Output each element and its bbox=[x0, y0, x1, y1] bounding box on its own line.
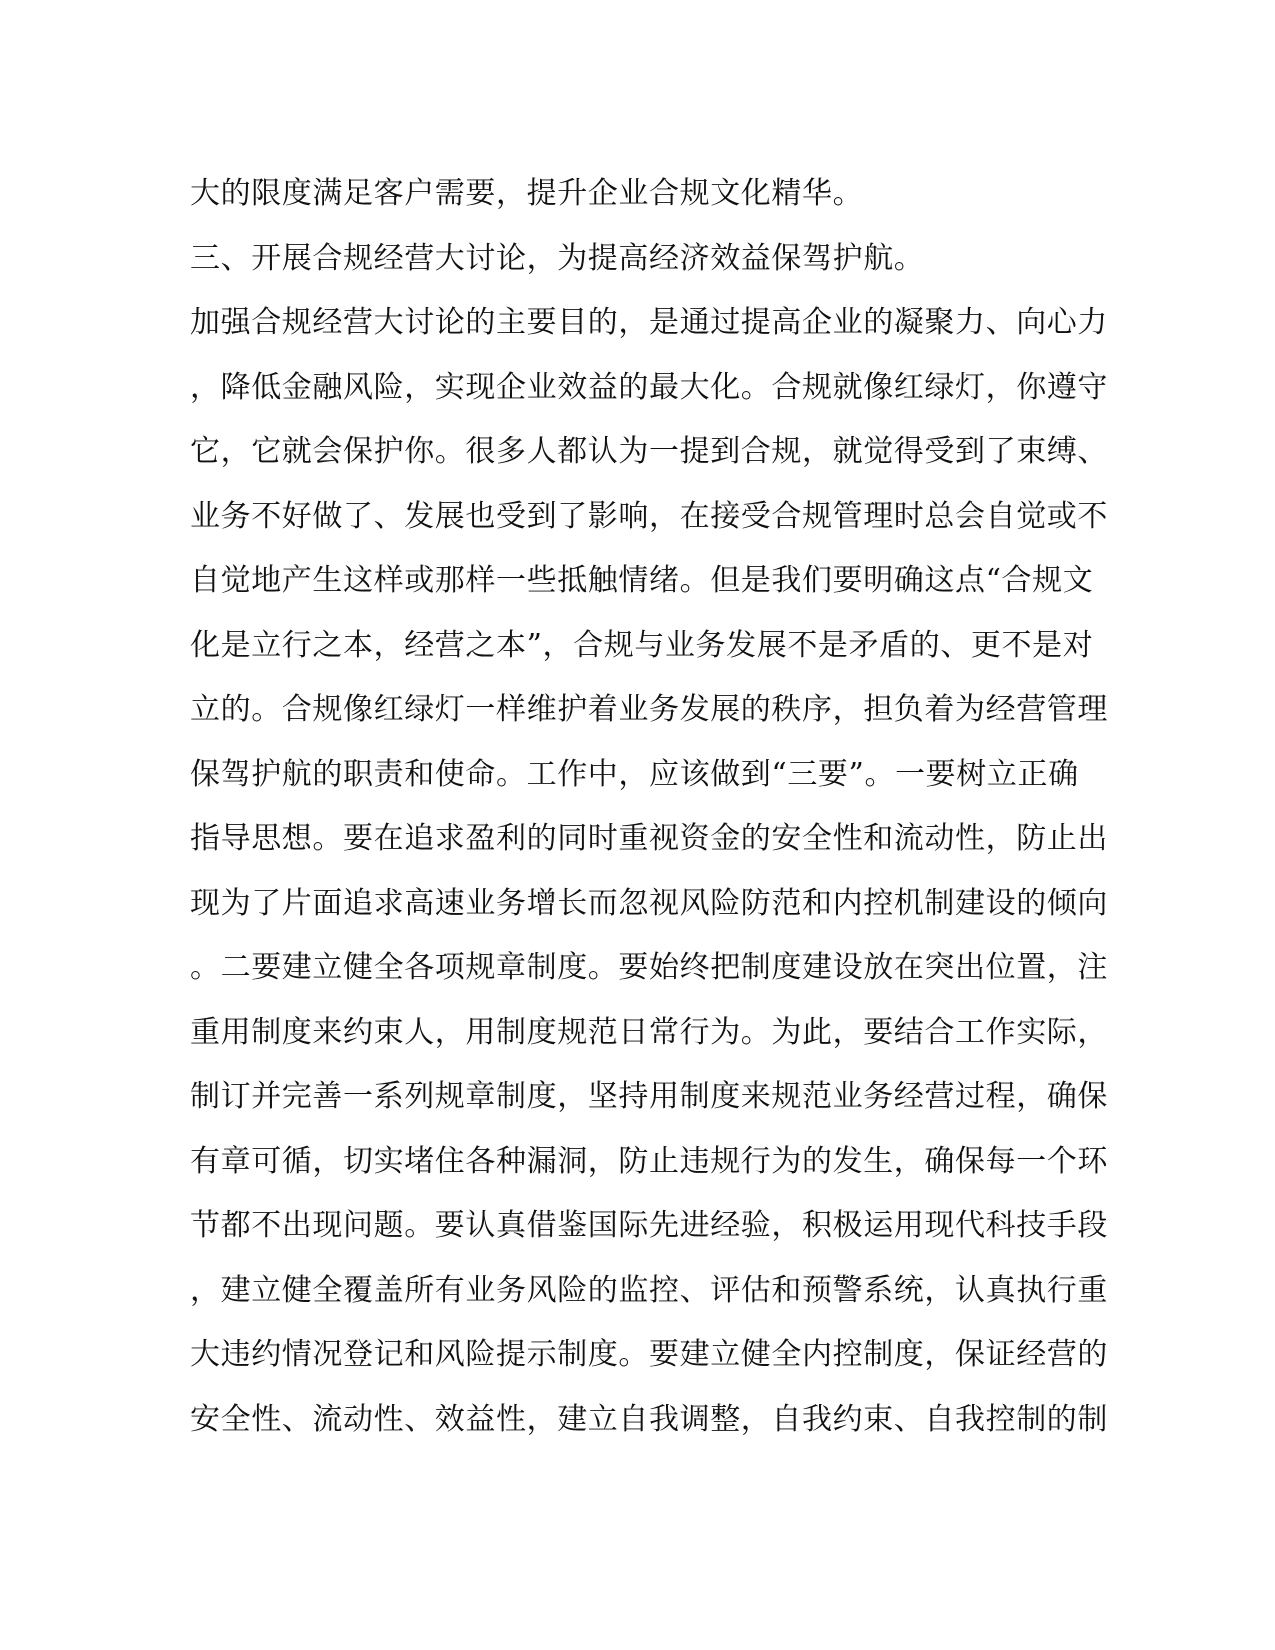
text-line: 有章可循，切实堵住各种漏洞，防止违规行为的发生，确保每一个环 bbox=[190, 1143, 1108, 1179]
text-line: 自觉地产生这样或那样一些抵触情绪。但是我们要明确这点“合规文 bbox=[190, 563, 1094, 598]
text-line: 加强合规经营大讨论的主要目的，是通过提高企业的凝聚力、向心力 bbox=[190, 305, 1108, 340]
text-line: 现为了片面追求高速业务增长而忽视风险防范和内控机制建设的倾向 bbox=[190, 885, 1108, 921]
text-line: ，建立健全覆盖所有业务风险的监控、评估和预警系统，认真执行重 bbox=[190, 1272, 1108, 1308]
text-line: ，降低金融风险，实现企业效益的最大化。合规就像红绿灯，你遵守 bbox=[190, 369, 1108, 405]
text-line: 保驾护航的职责和使命。工作中，应该做到“三要”。一要树立正确 bbox=[190, 756, 1079, 792]
section-heading: 三、开展合规经营大讨论，为提高经济效益保驾护航。 bbox=[190, 240, 925, 276]
text-line: 业务不好做了、发展也受到了影响，在接受合规管理时总会自觉或不 bbox=[190, 498, 1108, 534]
text-line: 大违约情况登记和风险提示制度。要建立健全内控制度，保证经营的 bbox=[190, 1337, 1108, 1372]
text-line: 它，它就会保护你。很多人都认为一提到合规，就觉得受到了束缚、 bbox=[190, 434, 1108, 469]
text-line: 大的限度满足客户需要，提升企业合规文化精华。 bbox=[190, 176, 864, 211]
text-line: 重用制度来约束人，用制度规范日常行为。为此，要结合工作实际， bbox=[190, 1014, 1108, 1050]
text-line: 节都不出现问题。要认真借鉴国际先进经验，积极运用现代科技手段 bbox=[190, 1208, 1108, 1243]
text-line: 。二要建立健全各项规章制度。要始终把制度建设放在突出位置，注 bbox=[190, 950, 1108, 985]
text-line: 化是立行之本，经营之本”，合规与业务发展不是矛盾的、更不是对 bbox=[190, 627, 1094, 663]
text-line: 制订并完善一系列规章制度，坚持用制度来规范业务经营过程，确保 bbox=[190, 1079, 1108, 1114]
text-line: 指导思想。要在追求盈利的同时重视资金的安全性和流动性，防止出 bbox=[190, 821, 1108, 856]
text-line: 立的。合规像红绿灯一样维护着业务发展的秩序，担负着为经营管理 bbox=[190, 692, 1108, 727]
text-line: 安全性、流动性、效益性，建立自我调整，自我约束、自我控制的制 bbox=[190, 1401, 1108, 1437]
body-text bbox=[190, 162, 1108, 1452]
